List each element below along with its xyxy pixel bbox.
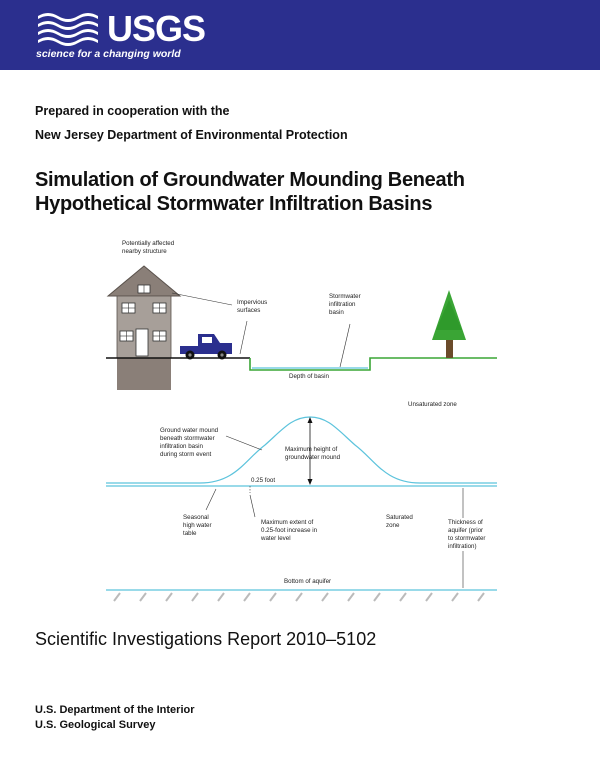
cooperation-line-1: Prepared in cooperation with the: [35, 104, 230, 118]
label-mound-1: Ground water mound: [160, 427, 219, 434]
label-extent-2: 0.25-foot increase in: [261, 527, 318, 534]
department-name: U.S. Department of the Interior: [35, 704, 195, 716]
label-seasonal-1: Seasonal: [183, 514, 209, 521]
label-saturated-2: zone: [386, 522, 400, 529]
label-stormwater-3: basin: [329, 309, 344, 316]
usgs-wave-icon: [36, 10, 104, 48]
label-thickness-4: infiltration): [448, 543, 477, 550]
report-series: Scientific Investigations Report 2010–5102: [35, 629, 377, 649]
label-max-height-1: Maximum height of: [285, 446, 338, 453]
label-seasonal-3: table: [183, 530, 197, 537]
label-saturated-1: Saturated: [386, 514, 413, 521]
label-structure-2: nearby structure: [122, 248, 167, 255]
report-title: [35, 168, 575, 216]
label-seasonal-2: high water: [183, 522, 212, 529]
groundwater-mound-diagram: [0, 230, 600, 610]
label-mound-4: during storm event: [160, 451, 212, 458]
title-line-1: Simulation of Groundwater Mounding Beneath: [35, 169, 465, 191]
label-thickness-3: to stormwater: [448, 535, 486, 542]
usgs-banner: [0, 0, 600, 70]
label-thickness-1: Thickness of: [448, 519, 483, 526]
tree-icon: [432, 290, 466, 358]
label-mound-3: infiltration basin: [160, 443, 203, 450]
label-thickness-2: aquifer (prior: [448, 527, 484, 534]
usgs-wordmark: USGS: [107, 8, 206, 49]
survey-name: U.S. Geological Survey: [35, 719, 156, 731]
bedrock-hatch: [114, 593, 484, 601]
label-unsaturated: Unsaturated zone: [408, 401, 457, 408]
label-extent-3: water level: [261, 535, 291, 542]
label-stormwater-2: infiltration: [329, 301, 356, 308]
label-bottom: Bottom of aquifer: [284, 578, 332, 585]
house-icon: [108, 266, 180, 390]
label-structure-1: Potentially affected: [122, 240, 175, 247]
label-impervious-1: Impervious: [237, 299, 268, 306]
usgs-tagline: science for a changing world: [36, 48, 181, 60]
cooperation-line-2: New Jersey Department of Environmental Protection: [35, 128, 348, 142]
label-quarter-foot: 0.25 foot: [251, 477, 276, 484]
label-stormwater-1: Stormwater: [329, 293, 361, 300]
label-mound-2: beneath stormwater: [160, 435, 215, 442]
title-line-2: Hypothetical Stormwater Infiltration Basins: [35, 193, 433, 215]
label-impervious-2: surfaces: [237, 307, 261, 314]
truck-icon: [180, 334, 232, 360]
label-extent-1: Maximum extent of: [261, 519, 314, 526]
label-max-height-2: groundwater mound: [285, 454, 341, 461]
label-depth: Depth of basin: [289, 373, 329, 380]
